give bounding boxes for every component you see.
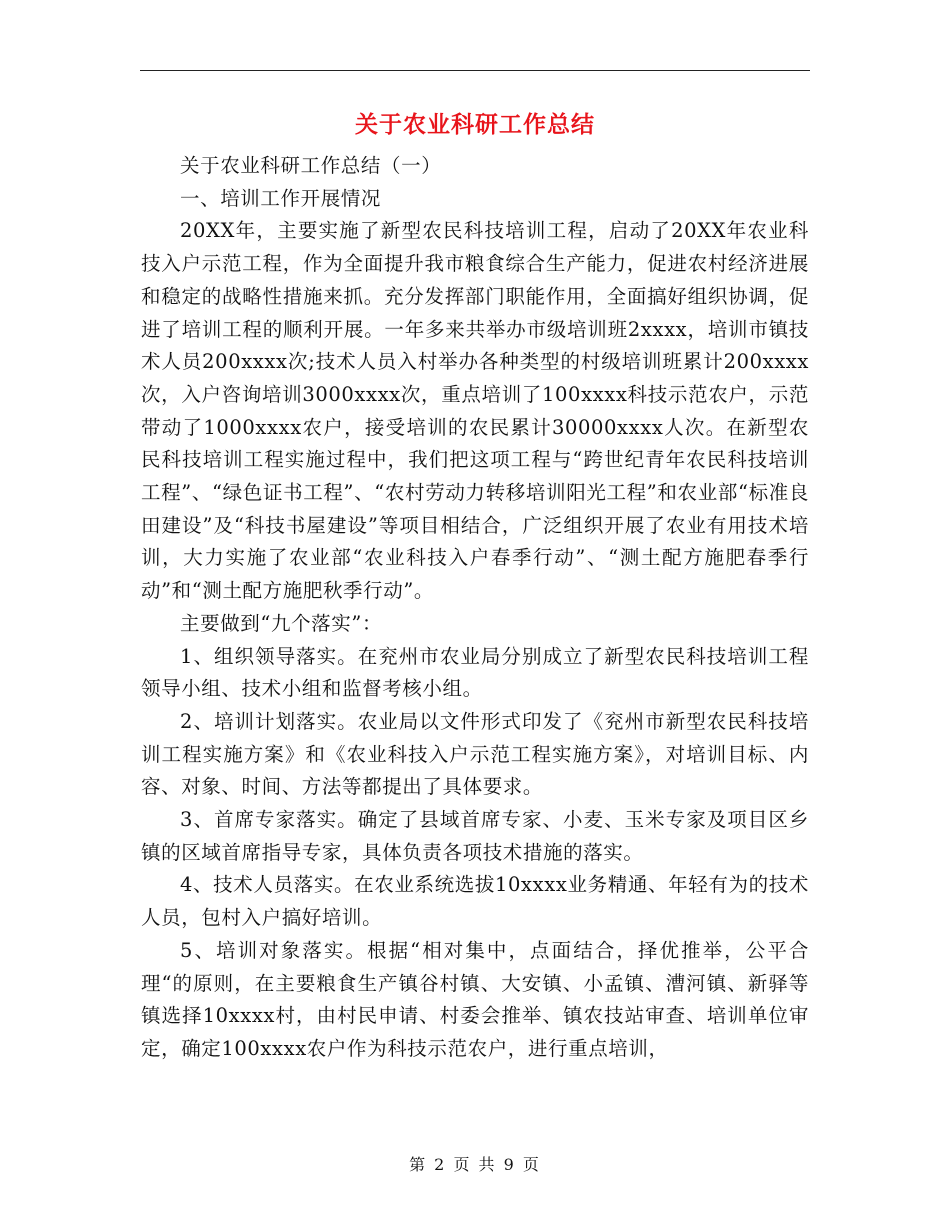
document-body: [141, 150, 809, 1066]
subsection-heading: 一、培训工作开展情况: [180, 186, 382, 210]
body-paragraph: 20XX年，主要实施了新型农民科技培训工程，启动了20XX年农业科技入户示范工程，作为全面提升我市粮食综合生产能力，促进农村经济进展和稳定的战略性措施来抓。充分发挥部门职能作用，全面搞好组织协调，促进了培训工程的顺利开展。一年多来共举办市级培训班2xxxx，培训市镇技术人员200xxxx次;技术人员入村举办各种类型的村级培训班累计200xxxx次，入户咨询培训3000xxxx次，重点培训了100xxxx科技示范农户，示范带动了1000xxxx农户，接受培训的农民累计30000xxxx人次。在新型农民科技培训工程实施过程中，我们把这项工程与“跨世纪青年农民科技培训工程”、“绿色证书工程”、“农村劳动力转移培训阳光工程”和农业部“标准良田建设”及“科技书屋建设”等项目相结合，广泛组织开展了农业有用技术培训，大力实施了农业部“农业科技入户春季行动”、“测土配方施肥春季行动”和“测土配方施肥秋季行动”。: [141, 219, 809, 603]
section-heading: 关于农业科研工作总结（一）: [180, 154, 442, 177]
page-footer: [0, 1152, 950, 1175]
header-rule: [140, 70, 810, 71]
list-item: 2、培训计划落实。农业局以文件形式印发了《兖州市新型农民科技培训工程实施方案》和《农业科技入户示范工程实施方案》，对培训目标、内容、对象、时间、方法等都提出了具体要求。: [141, 709, 809, 799]
document-title: 关于农业科研工作总结: [355, 111, 595, 138]
list-item: 3、首席专家落实。确定了县域首席专家、小麦、玉米专家及项目区乡镇的区域首席指导专家，具体负责各项技术措施的落实。: [141, 808, 809, 864]
list-item: 1、组织领导落实。在兖州市农业局分别成立了新型农民科技培训工程领导小组、技术小组和监督考核小组。: [141, 644, 809, 701]
page-number: 第 2 页 共 9 页: [409, 1155, 541, 1174]
body-paragraph: 主要做到“九个落实”：: [180, 611, 383, 635]
list-item: 4、技术人员落实。在农业系统选拔10xxxx业务精通、年轻有为的技术人员，包村入户搞好培训。: [141, 873, 809, 930]
list-item: 5、培训对象落实。根据“相对集中，点面结合，择优推举，公平合理“的原则，在主要粮食生产镇谷村镇、大安镇、小孟镇、漕河镇、新驿等镇选择10xxxx村，由村民申请、村委会推举、镇农技站审查、培训单位审定，确定100xxxx农户作为科技示范农户，进行重点培训，: [141, 938, 809, 1060]
